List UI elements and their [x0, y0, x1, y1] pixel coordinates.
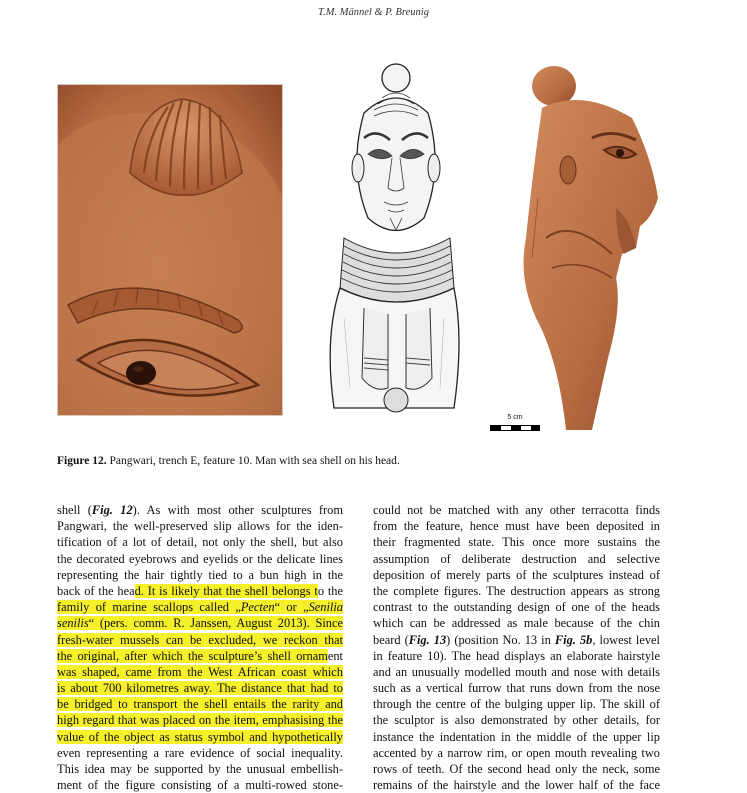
sculpture-profile-photo [512, 58, 664, 430]
text-line [373, 712, 660, 728]
text-line [57, 551, 343, 567]
caption-label: Figure 12. [57, 455, 107, 467]
text-line [57, 502, 343, 518]
text-segment: from the feature, hence must have been deposited in [373, 519, 660, 534]
text-segment: ment of the figure consisting of a multi-rowed stone- [57, 778, 343, 793]
text-segment: d. It is likely that the shell belongs t [134, 583, 318, 598]
text-line [57, 745, 343, 761]
text-line [373, 534, 660, 550]
scale-bar [490, 414, 540, 436]
text-segment: Fig. 13 [408, 632, 447, 647]
text-segment: ) (position No. 13 in [446, 632, 555, 647]
text-line [57, 777, 343, 793]
text-segment: be bridged to transport the shell entails the rarity and [57, 697, 343, 712]
text-segment: accented by a narrow rim, or open mouth revealing two [373, 745, 660, 760]
text-line [373, 567, 660, 583]
text-segment: ). As with most other sculptures from [132, 503, 343, 517]
text-segment: remains of the hairstyle and the lower half of the face [373, 778, 660, 793]
text-segment: beard ( [373, 632, 409, 647]
text-line [373, 551, 660, 567]
text-segment: Senilia [308, 600, 343, 615]
text-segment: the complete figures. The destruction appears as strong [373, 583, 660, 598]
text-segment: representing the hair tightly tied to a bun high in the [57, 567, 343, 582]
text-line [373, 696, 660, 712]
text-segment: Pecten [240, 600, 275, 615]
text-column-right [373, 502, 660, 793]
text-segment: could not be matched with any other terracotta finds [373, 503, 660, 517]
text-segment: value of the object as status symbol and hypothetically [57, 729, 343, 744]
text-segment: o the [317, 583, 343, 598]
text-line [57, 615, 343, 631]
text-line [373, 502, 660, 518]
text-segment: “ (pers. comm. R. Janssen, August 2013). [88, 616, 316, 631]
text-column-left [57, 502, 343, 793]
text-segment: , lowest level [592, 632, 660, 647]
text-segment: contrast to the outstanding design of one of the heads [373, 600, 660, 615]
text-segment: Since [315, 616, 343, 631]
sculpture-closeup-photo [57, 84, 283, 416]
text-line [373, 648, 660, 664]
text-segment: even representing a rare evidence of social inequality. [57, 745, 343, 760]
text-line [57, 712, 343, 728]
text-line [373, 599, 660, 615]
text-line [57, 599, 343, 615]
text-segment: the original, after which the sculpture’s shell ornam [57, 648, 328, 663]
sculpture-line-drawing [304, 58, 478, 430]
text-segment: and an unusually modelled mouth and nose with details [373, 664, 660, 679]
text-segment: such as a vertical furrow that runs down from the nose [373, 681, 660, 696]
text-line [373, 729, 660, 745]
text-line [57, 534, 343, 550]
text-segment: the decorated eyebrows and eyelids or the delicate lines [57, 551, 343, 566]
text-segment: the sculptor is also demonstrated by other details, for [373, 713, 660, 728]
text-line [57, 761, 343, 777]
text-segment: rows of teeth. Of the second head only the neck, some [373, 762, 660, 776]
text-line [57, 729, 343, 745]
caption-text: Pangwari, trench E, feature 10. Man with sea shell on his head. [106, 455, 400, 467]
text-line [57, 583, 343, 599]
text-segment: through the centre of the bulging upper lip. The skill of [373, 697, 660, 712]
text-segment: “ or „ [274, 600, 309, 615]
text-line [373, 761, 660, 777]
scale-ruler [490, 425, 540, 431]
text-segment: Pangwari, the well-preserved slip allows for the iden- [57, 519, 343, 534]
text-line [373, 680, 660, 696]
text-line [57, 696, 343, 712]
text-segment: high regard that was placed on the item, emphasising the [57, 713, 343, 728]
text-segment: which can be addressed as male because of the chin [373, 616, 660, 631]
text-segment: in feature 10). The head displays an elaborate hairstyle [373, 648, 660, 663]
text-line [373, 745, 660, 761]
text-segment: assumption of deliberate destruction and selective [373, 551, 660, 566]
text-segment: Fig. 12 [91, 503, 133, 517]
text-line [373, 664, 660, 680]
text-segment: Fig. 5b [554, 632, 593, 647]
text-line [57, 632, 343, 648]
text-segment: is about 700 kilometres away. The distance that had to [57, 681, 343, 696]
text-segment: back of the hea [57, 583, 135, 598]
text-segment: their fragmented state. This once more sustains the [373, 535, 660, 550]
figure-caption [57, 455, 400, 467]
text-line [373, 615, 660, 631]
text-line [373, 777, 660, 793]
text-segment: was shaped, came from the West African coast which [57, 664, 343, 679]
text-segment: shell ( [57, 503, 92, 517]
text-segment: ent [327, 648, 343, 663]
text-line [373, 632, 660, 648]
text-line [57, 680, 343, 696]
text-segment: instance the indentation in the middle of the upper lip [373, 729, 660, 744]
text-segment: tification of a lot of detail, not only the shell, but also [57, 535, 343, 550]
running-header: T.M. Männel & P. Breunig [318, 7, 429, 18]
text-segment: This idea may be supported by the unusual embellish- [57, 762, 343, 776]
text-segment: family of marine scallops called „ [57, 600, 241, 615]
scale-label: 5 cm [507, 414, 523, 421]
text-line [373, 518, 660, 534]
text-line [57, 518, 343, 534]
text-segment: deposition of merely parts of the sculptures instead of [373, 567, 660, 582]
text-line [373, 583, 660, 599]
text-segment: fresh-water mussels can be excluded, we reckon that [57, 632, 343, 647]
text-line [57, 664, 343, 680]
text-line [57, 648, 343, 664]
text-segment: senilis [57, 616, 89, 631]
text-line [57, 567, 343, 583]
